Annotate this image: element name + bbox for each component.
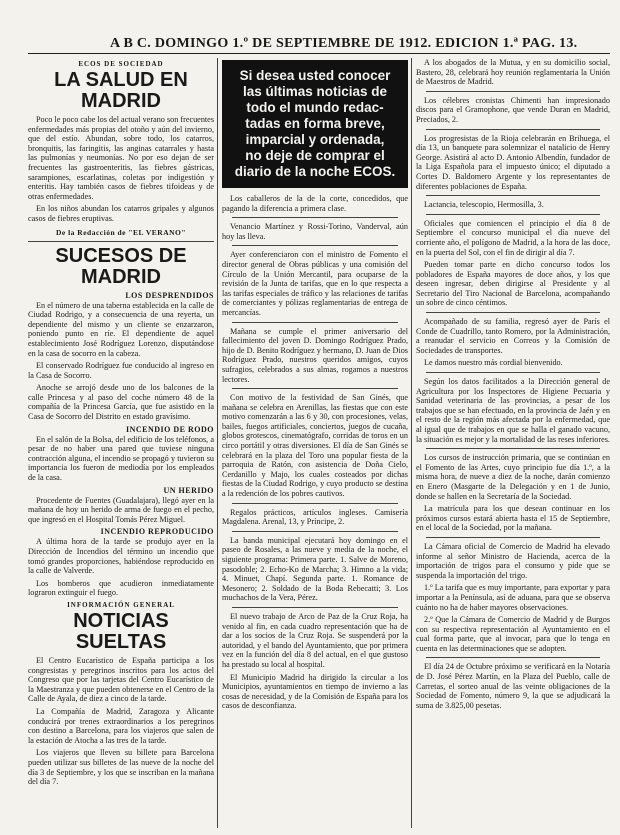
subhead: INCENDIO REPRODUCIDO: [100, 527, 214, 537]
article-paragraph: Los cursos de instrucción primaria, que se continúan en el Fomento de las Artes, cuyo principio fue día 1.º, a la misma hora, de nueve a diez de la noche, darán comienzo en Enero (Masgarte de la Delegación y en 1 de Junio, donde se hallen en la Secretaría de la Sociedad.: [416, 453, 610, 501]
source-credit: De la Redacción de "EL VERANO": [55, 227, 187, 237]
subhead: UN HERIDO: [163, 485, 214, 495]
article-paragraph: El conservado Rodríguez fue conducido al ingreso en la Casa de Socorro.: [28, 361, 214, 380]
article-paragraph: La Cámara oficial de Comercio de Madrid ha elevado informe al señor Ministro de Hacienda, acerca de la importación de trigos para el consumo y pide que se suspenda la importación del trigo.: [416, 541, 610, 580]
divider: [426, 129, 600, 130]
ad-line: no deje de comprar el: [245, 148, 385, 163]
divider: [426, 537, 600, 538]
article-paragraph: A los abogados de la Mutua, y en su domicilio social, Bastero, 28, celebrará hoy reunión reglamentaria la Unión de Maestros de Madrid.: [416, 58, 610, 87]
article-paragraph: El nuevo trabajo de Arco de Paz de la Cruz Roja, ha venido al fin, en cada cuadro representación que ha de dar a los socios de la Cruz Roja. Se suspenderá por la autoridad, y el bando del Ayuntamiento, que por primera vez en la función del día 8 del actual, en el que gustoso ha prestado su local al hospital.: [222, 611, 408, 669]
article-paragraph: Los caballeros de la de la corte, concedidos, que pagando la diferencia a primera clase.: [222, 194, 408, 213]
ad-line: las últimas noticias de: [242, 84, 388, 99]
ad-line: imparcial y ordenada,: [245, 132, 385, 147]
article-paragraph: Anoche se arrojó desde uno de los balcones de la calle Princesa y al paso del coche número 48 de la compañía de la Princesa García, que fue asistido en la Casa de Socorro del Distrito en estado gravísimo.: [28, 383, 214, 422]
divider: [232, 607, 398, 608]
column-1: [28, 58, 214, 828]
article-paragraph: Acompañado de su familia, regresó ayer de París el Conde de Cuadrillo, tanto Romero, por la Administración, a reanudar el servicio en Correos y la Comisión de Sociedades de transportes.: [416, 317, 610, 355]
article-paragraph: Los bomberos que acudieron inmediatamente lograron extinguir el fuego.: [28, 578, 214, 598]
article-paragraph: Según los datos facilitados a la Dirección general de Agricultura por los Inspectores de Higiene Pecuaria y Sanidad veterinaria de las provincias, a pesar de los trabajos que se han efectuado, en la provincia de Jaén y en el resto de la región más afectada por la enfermedad, que al igual que de trabajos en que se halla el ganado vacuno, la situación es mejor y la mortalidad de las reses inferiores.: [416, 377, 610, 444]
article-paragraph: Con motivo de la festividad de San Ginés, que mañana se celebra en Arenillas, las fiestas que con este motivo comenzarán a las 6 y 30, con procesiones, velas, bailes, fuegos artificiales, conciertos, juegos de cucaña, globos grotescos, cinematógrafo, corridas de toros en un circo portátil y otras diversiones. El día de San Ginés se celebrará en la plaza del Toro una popular fiesta de la parroquia de Ratón, con asistencia de Doña Cielo, Cerdanillo y Majo, los cuales costeados por dichas fiestas de la Ciudad Rodrigo, y cuyo producto se destina a la redención de los pobres cautivos.: [222, 393, 408, 499]
article-paragraph: Lactancia, telescopio, Hermosilla, 3.: [424, 200, 544, 210]
article-paragraph: A última hora de la tarde se produjo ayer en la Dirección de Incendios del término un incendio que tomó grandes proporciones, habiéndose reproducido en la calle de Valverde.: [28, 537, 214, 576]
section-label-general: INFORMACIÓN GENERAL: [67, 600, 175, 609]
article-paragraph: La matrícula para los que desean continuar en los próximos cursos estará abierta hasta el 15 de Septiembre, en el local de la Sociedad, por la mañana.: [416, 504, 610, 533]
headline-health-madrid: LA SALUD EN MADRID: [54, 69, 188, 112]
article-paragraph: Mañana se cumple el primer aniversario del fallecimiento del joven D. Domingo Rodríguez Prado, hijo de D. Benito Rodríguez y hermano, D. Juan de Dios Rodríguez Prado, nuestros queridos amigos, cuyos sufragios, celebrados a sus almas, rogamos a nuestros lectores.: [222, 326, 408, 384]
divider: [426, 312, 600, 313]
article-paragraph: El Centro Eucarístico de España participa a los congresistas y peregrinos inscritos para los actos del Congreso que por las tarjetas del Centro Eucarístico de la Maestranza y que pueden obtenerse en el Centro de la Calle de Ayala, de diez a cinco de la tarde.: [28, 655, 214, 704]
divider: [232, 388, 398, 389]
section-label-society: ECOS DE SOCIEDAD: [78, 60, 164, 68]
article-paragraph: El Municipio Madrid ha dirigido la circular a los Municipios, ayuntamientos en tiempo de invierno a las cosas de necesidad, y de la Comisión de España para los casos de desconfianza.: [222, 672, 408, 711]
ad-line: tadas en forma breve,: [245, 116, 385, 131]
article-paragraph: 1.º La tarifa que es muy importante, para exportar y para importar a la Península, así de aduana, para que se observa cuánto no ha de haber mayores observaciones.: [416, 583, 610, 612]
divider: [232, 503, 398, 504]
divider: [232, 217, 398, 218]
headline-news-briefs: NOTICIAS SUELTAS: [73, 609, 169, 653]
column-3: [416, 58, 610, 828]
divider: [426, 214, 600, 215]
divider: [426, 372, 600, 373]
article-paragraph: En los niños abundan los catarros gripales y algunos casos de fiebres eruptivas.: [28, 204, 214, 223]
article-paragraph: 2.º Que la Cámara de Comercio de Madrid y de Burgos con su respectiva representación al Ayuntamiento en el cual forma parte, que al invocar, para que lo tenga en cuenta en las determinaciones que se adopten.: [416, 615, 610, 653]
ad-line: diario de la noche ECOS.: [234, 164, 396, 179]
article-paragraph: Regalos prácticos, artículos ingleses. Camisería Magdalena. Arenal, 13, y Príncipe, 2.: [222, 507, 408, 527]
ad-line: todo el mundo redac-: [246, 100, 384, 115]
article-paragraph: Los viajeros que lleven su billete para Barcelona pueden utilizar sus billetes de las nueve de la noche del día 3 de Septiembre, y los que se inscriban en la mañana del día 7.: [28, 748, 214, 787]
article-paragraph: La banda municipal ejecutará hoy domingo en el paseo de Rosales, a las nueve y media de la noche, el siguiente programa: Primera parte. 1. Salve de Moreno, pasodoble; 2. Echo-Ko de Marcha; 3. Himno a la vida; 4. Minuet, Chapí. Segunda parte. 1. Romance de Mesonero; 2. Soldado de la Boda Rebecatti; 3. Los muchachos de la Vera, Pérez.: [222, 535, 408, 603]
ad-line: Si desea usted conocer: [239, 68, 391, 83]
article-paragraph: Poco le poco cabe los del actual verano son frecuentes enfermedades más propias del otoño y aún del invierno, que del estío. Abundan, sobre todo, los catarros, bronquitis, las faringitis, las anginas catarrales y hasta las pulmonías y neumonías. No por eso dejan de ser frecuentes las gastroenteritis, las fiebres gástricas, sarampiones, escarlatinas, coletas por indigestión y enteritis. Hay también casos de fiebres tifoideas y de otras enfermedades.: [28, 115, 214, 201]
article-paragraph: La Compañía de Madrid, Zaragoza y Alicante conducirá por trenes extraordinarios a los peregrinos con destino a Barcelona, para los viajeros que salen de la estación de Atocha a las tres de la tarde.: [28, 706, 214, 745]
subhead: INCENDIO DE RODO: [125, 424, 214, 434]
article-paragraph: En el salón de la Bolsa, del edificio de los teléfonos, a pesar de no haber una pared que tuviese ninguna contracción alguna, el incendio se propagó y tuvieron su importancia los fueron de mediodía por los empleados de la casa.: [28, 434, 214, 483]
article-paragraph: Los progresistas de la Rioja celebrarán en Brihuega, el día 13, un banquete para solemnizar el natalicio de Henry George. Asistirá al acto D. Antonio Albendín, fundador de la Liga Española para el impuesto único; el diputado a Cortes D. Baldomero Argente y los representantes de diferentes poblaciones de España.: [416, 133, 610, 191]
article-paragraph: En el número de una taberna establecida en la calle de Ciudad Rodrigo, y a consecuencia de una reyerta, un dependiente del mismo y un cliente se enzarzaron, poniendo punto en ríe. El dependiente de aquel establecimiento José Rodríguez Lorenzo, disputándose en la casa de socorro en la cabeza.: [28, 300, 214, 358]
divider: [232, 531, 398, 532]
article-paragraph: Venancio Martínez y Rossi-Torino, Vanderval, aún hoy las lleva.: [222, 222, 408, 241]
article-paragraph: El día 24 de Octubre próximo se verificará en la Notaría de D. José Pérez Martín, en la Plaza del Pueblo, calle de Carretas, el sorteo anual de las veinte obligaciones de la Sociedad de Fomento, número 9, la que se adjudicará la suma de 3.825,00 pesetas.: [416, 662, 610, 710]
column-2: [222, 58, 408, 828]
section-rule: [28, 241, 214, 242]
article-paragraph: Los célebres cronistas Chimenti han impresionado discos para el Gramophone, que vende Duran en Madrid, Preciados, 2.: [416, 95, 610, 124]
header-rule: [28, 53, 610, 54]
divider: [426, 91, 600, 92]
divider: [232, 322, 398, 323]
ecos-advertisement: [222, 60, 408, 188]
column-divider-1: [217, 58, 218, 828]
article-paragraph: Procedente de Fuentes (Guadalajara), llegó ayer en la mañana de hoy un herido de arma de fuego en el pecho, que ingresó en el Hospital Tomás Pérez Miguel.: [28, 495, 214, 524]
divider: [426, 448, 600, 449]
divider: [426, 657, 600, 658]
article-paragraph: Pueden tomar parte en dicho concurso todos los pobladores de España mayores de doce años, y los que deseen ingresar, deben dirigirse al Presidente y al Secretario del Tiro Nacional de Barcelona, acompañando un sobre de cinco céntimos.: [416, 260, 610, 308]
running-header: A B C. DOMINGO 1.º DE SEPTIEMBRE DE 1912. EDICION 1.ª PAG. 13.: [110, 36, 578, 51]
column-divider-2: [411, 58, 412, 828]
article-paragraph: Le damos nuestro más cordial bienvenido.: [424, 358, 563, 368]
article-paragraph: Ayer conferenciaron con el ministro de Fomento el director general de Obras públicas y una comisión del Círculo de la Unión Mercantil, para ocuparse de la revisión de la Junta de tarifas, que en lo que respecta a las tarifas especiales de tráfico y las relaciones de tarifas de comerciantes y pólizas reglamentarias de entrega de mercancías.: [222, 250, 408, 317]
subhead: LOS DESPRENDIDOS: [125, 290, 214, 300]
headline-madrid-events: SUCESOS DE MADRID: [55, 244, 187, 288]
divider: [232, 245, 398, 246]
divider: [426, 195, 600, 196]
article-paragraph: Oficiales que comiencen el principio el día 8 de Septiembre el concurso municipal el día nueve del corriente año, el polígono de Madrid, a la hora de las doce, en la puerta del Sol, con el fin de dirigir al día 7.: [416, 218, 610, 257]
